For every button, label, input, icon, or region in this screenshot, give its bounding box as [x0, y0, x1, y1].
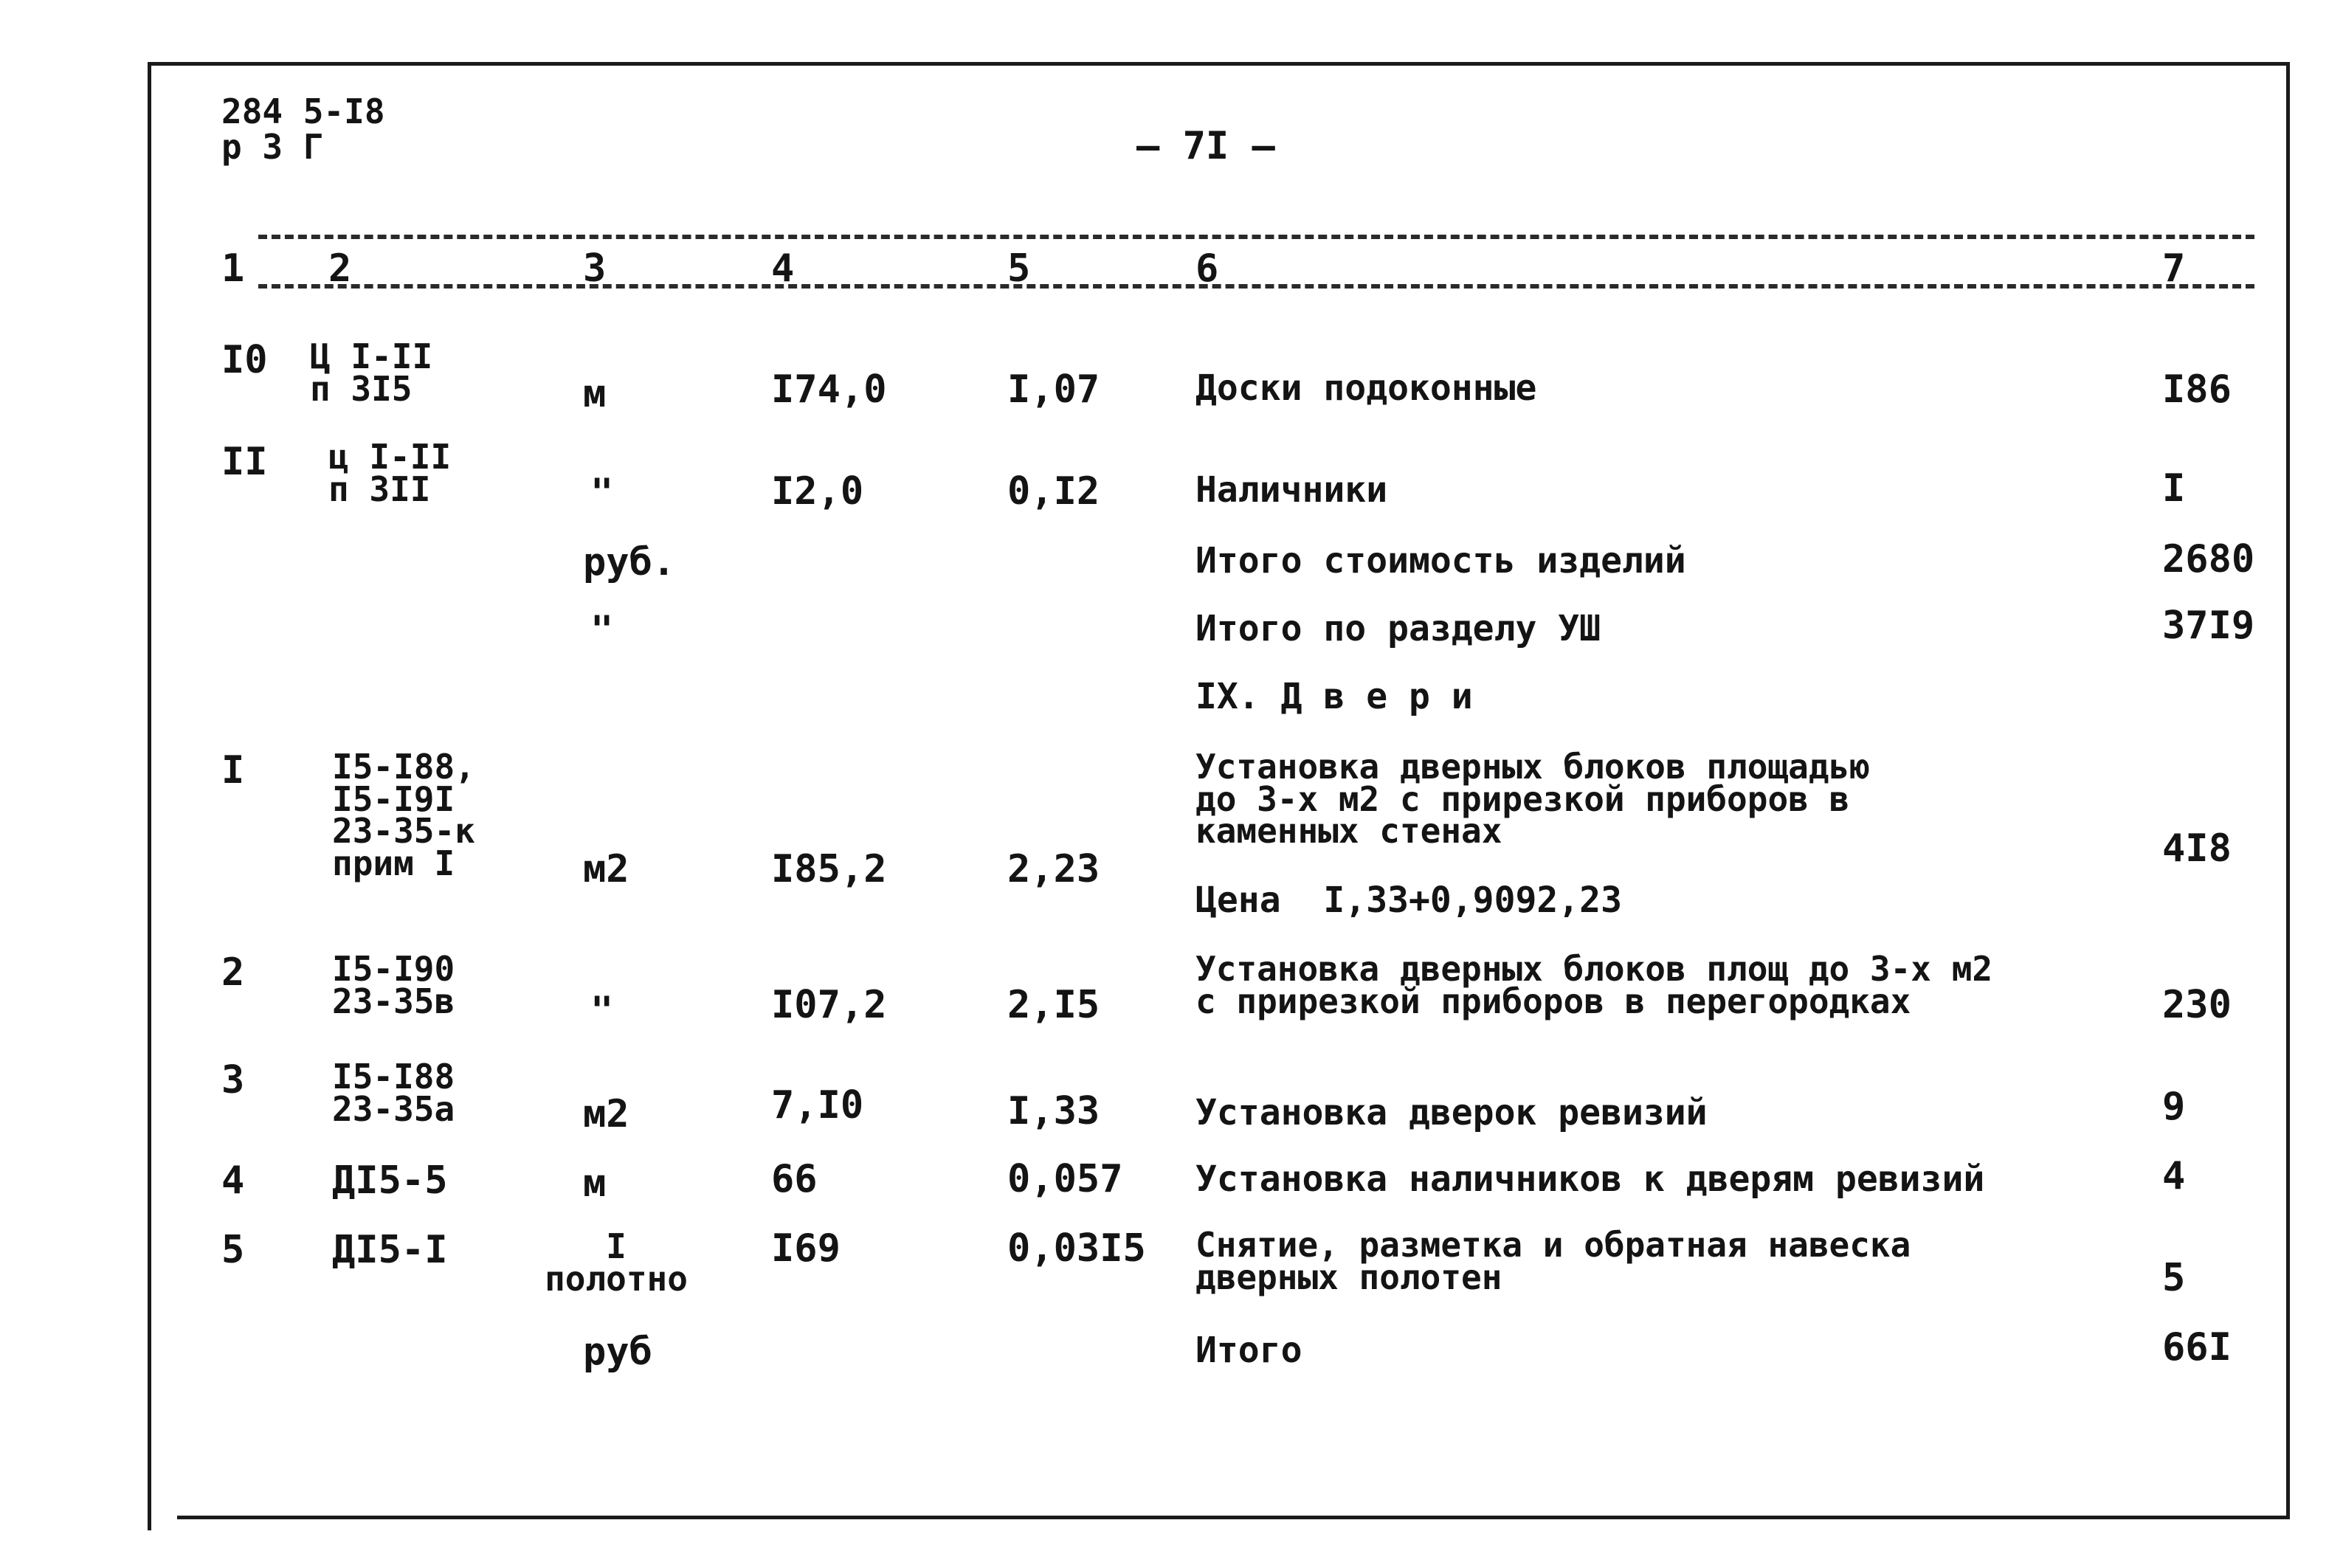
row-price-note: Цена I,33+0,9092,23: [1195, 880, 1622, 921]
row-desc: Снятие, разметка и обратная навеска дверных полотен: [1195, 1225, 1911, 1297]
row-total: I: [2162, 466, 2186, 511]
col-header-7: 7: [2162, 246, 2186, 291]
row-qty: 66: [771, 1157, 818, 1201]
row-qty: I07,2: [771, 983, 887, 1027]
row-total: 37I9: [2162, 604, 2255, 648]
row-total: 9: [2162, 1085, 2186, 1129]
doc-code-line1: 284 5-I8: [221, 91, 385, 131]
row-unit: м2: [583, 1092, 629, 1136]
row-number: 2: [221, 950, 245, 995]
col-header-5: 5: [1007, 246, 1031, 291]
frame-bottom-border: [177, 1516, 2288, 1519]
row-code: ДI5-5: [332, 1158, 448, 1203]
row-desc: Установка дверных блоков площадью до 3-х м2 с прирезкой приборов в каменных стенах: [1195, 747, 1870, 852]
row-rate: I,33: [1007, 1089, 1100, 1133]
row-desc: Итого по разделу УШ: [1195, 608, 1601, 649]
row-number: 3: [221, 1058, 245, 1102]
col-header-3: 3: [583, 246, 607, 291]
row-code: I5-I88, I5-I9I 23-35-к прим I: [332, 747, 475, 884]
row-qty: I2,0: [771, 469, 864, 514]
row-code: I5-I88 23-35а: [332, 1057, 455, 1129]
col-header-6: 6: [1195, 246, 1219, 291]
row-code: Ц I-II п 3I5: [310, 336, 433, 409]
col-header-1: 1: [221, 246, 245, 291]
frame-top-border: [148, 62, 2288, 66]
row-unit: ": [590, 471, 614, 515]
row-desc: Доски подоконные: [1195, 367, 1537, 409]
page-number: — 7I —: [1136, 124, 1275, 168]
row-number: II: [221, 440, 268, 484]
row-total: 4: [2162, 1154, 2186, 1198]
row-number: 4: [221, 1158, 245, 1203]
row-rate: 0,I2: [1007, 469, 1100, 514]
row-qty: 7,I0: [771, 1083, 864, 1127]
header-dashed-line-bottom: [258, 284, 2254, 289]
row-qty: I74,0: [771, 367, 887, 412]
row-number: I: [221, 748, 245, 792]
row-total: I86: [2162, 367, 2232, 412]
row-unit: м: [583, 1161, 607, 1206]
row-unit: м2: [583, 847, 629, 891]
row-rate: 0,057: [1007, 1157, 1123, 1201]
row-unit: ": [590, 608, 614, 652]
row-unit: ": [590, 989, 614, 1033]
row-unit: руб.: [583, 540, 676, 584]
row-desc: Итого стоимость изделий: [1195, 540, 1686, 581]
row-code: I5-I90 23-35в: [332, 949, 455, 1021]
row-qty: I69: [771, 1226, 841, 1271]
row-rate: 2,23: [1007, 847, 1100, 891]
row-desc: Установка дверных блоков площ до 3-х м2 с прирезкой приборов в перегородках: [1195, 949, 1993, 1021]
row-desc: Наличники: [1195, 469, 1388, 511]
row-unit: м: [583, 372, 607, 416]
frame-left-border: [148, 62, 151, 1530]
row-rate: I,07: [1007, 367, 1100, 412]
col-header-2: 2: [328, 246, 352, 291]
row-qty: I85,2: [771, 847, 887, 891]
row-desc: Итого: [1195, 1330, 1302, 1371]
row-total: 4I8: [2162, 826, 2232, 871]
row-number: I0: [221, 338, 268, 382]
doc-code-line2: р 3 Г: [221, 127, 324, 167]
row-rate: 0,03I5: [1007, 1226, 1146, 1271]
row-unit: руб: [583, 1330, 652, 1374]
row-total: 2680: [2162, 537, 2255, 581]
row-total: 5: [2162, 1256, 2186, 1300]
row-code: ц I-II п 3II: [328, 437, 452, 509]
row-code: ДI5-I: [332, 1228, 448, 1272]
header-dashed-line-top: [258, 235, 2254, 239]
row-desc: Установка наличников к дверям ревизий: [1195, 1158, 1985, 1200]
row-number: 5: [221, 1228, 245, 1272]
row-rate: 2,I5: [1007, 983, 1100, 1027]
frame-right-border: [2286, 62, 2290, 1519]
section-heading: IX. Д в е р и: [1195, 676, 1473, 717]
row-total: 66I: [2162, 1325, 2232, 1370]
row-total: 230: [2162, 983, 2232, 1027]
row-desc: Установка дверок ревизий: [1195, 1092, 1708, 1133]
row-unit: I полотно: [545, 1226, 688, 1299]
col-header-4: 4: [771, 246, 795, 291]
